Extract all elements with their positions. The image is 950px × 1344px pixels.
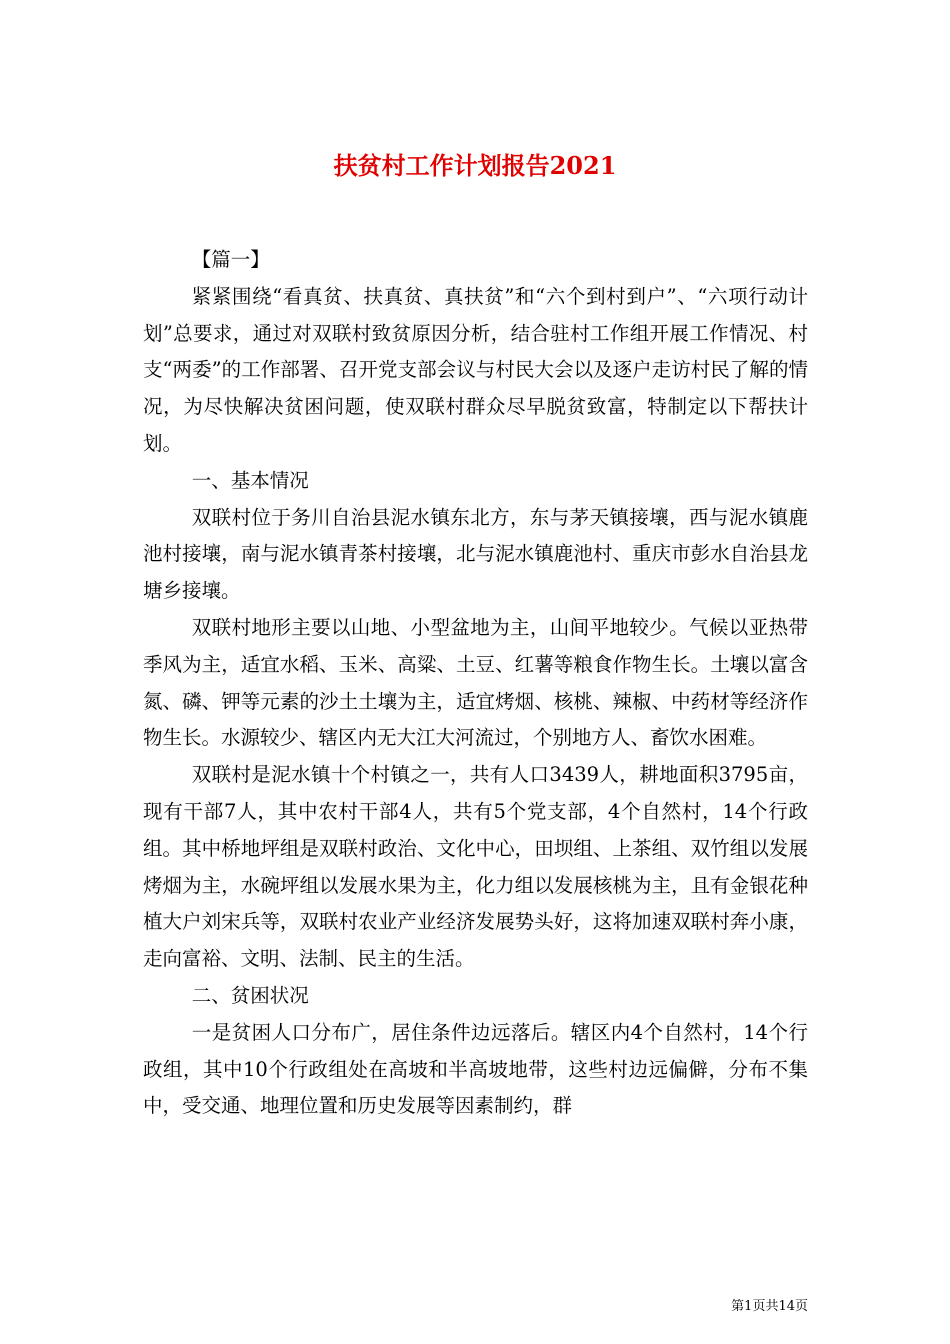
population-paragraph: 双联村是泥水镇十个村镇之一，共有人口3439人，耕地面积3795亩，现有干部7人，其中农村干部4人，共有5个党支部，4个自然村，14个行政组。其中桥地坪组是双联村政治、文化中心，田坝组、上茶组、双竹组以发展烤烟为主，水碗坪组以发展水果为主，化力组以发展核桃为主，且有金银花种植大户刘宋兵等，双联村农业产业经济发展势头好，这将加速双联村奔小康，走向富裕、文明、法制、民主的生活。 bbox=[143, 763, 808, 971]
page-number: 第1页共14页 bbox=[731, 1299, 808, 1314]
section-heading-poverty-status: 二、贫困状况 bbox=[191, 983, 309, 1007]
document-title: 扶贫村工作计划报告2021 bbox=[333, 151, 617, 181]
section-marker: 【篇一】 bbox=[191, 248, 270, 271]
location-paragraph: 双联村位于务川自治县泥水镇东北方，东与茅天镇接壤，西与泥水镇鹿池村接壤，南与泥水镇青茶村接壤，北与泥水镇鹿池村、重庆市彭水自治县龙塘乡接壤。 bbox=[143, 505, 808, 603]
poverty-paragraph: 一是贫困人口分布广，居住条件边远落后。辖区内4个自然村，14个行政组，其中10个行政组处在高坡和半高坡地带，这些村边远偏僻，分布不集中，受交通、地理位置和历史发展等因素制约，群 bbox=[143, 1020, 808, 1118]
document-body bbox=[143, 242, 808, 1125]
terrain-paragraph: 双联村地形主要以山地、小型盆地为主，山间平地较少。气候以亚热带季风为主，适宜水稻、玉米、高粱、土豆、红薯等粮食作物生长。土壤以富含氮、磷、钾等元素的沙土土壤为主，适宜烤烟、核桃、辣椒、中药材等经济作物生长。水源较少、辖区内无大江大河流过，个别地方人、畜饮水困难。 bbox=[143, 615, 808, 750]
section-heading-basic-situation: 一、基本情况 bbox=[191, 468, 309, 492]
intro-paragraph: 紧紧围绕“看真贫、扶真贫、真扶贫”和“六个到村到户”、“六项行动计划”总要求，通过对双联村致贫原因分析，结合驻村工作组开展工作情况、村支“两委”的工作部署、召开党支部会议与村民大会以及逐户走访村民了解的情况，为尽快解决贫困问题，使双联村群众尽早脱贫致富，特制定以下帮扶计划。 bbox=[143, 284, 808, 455]
